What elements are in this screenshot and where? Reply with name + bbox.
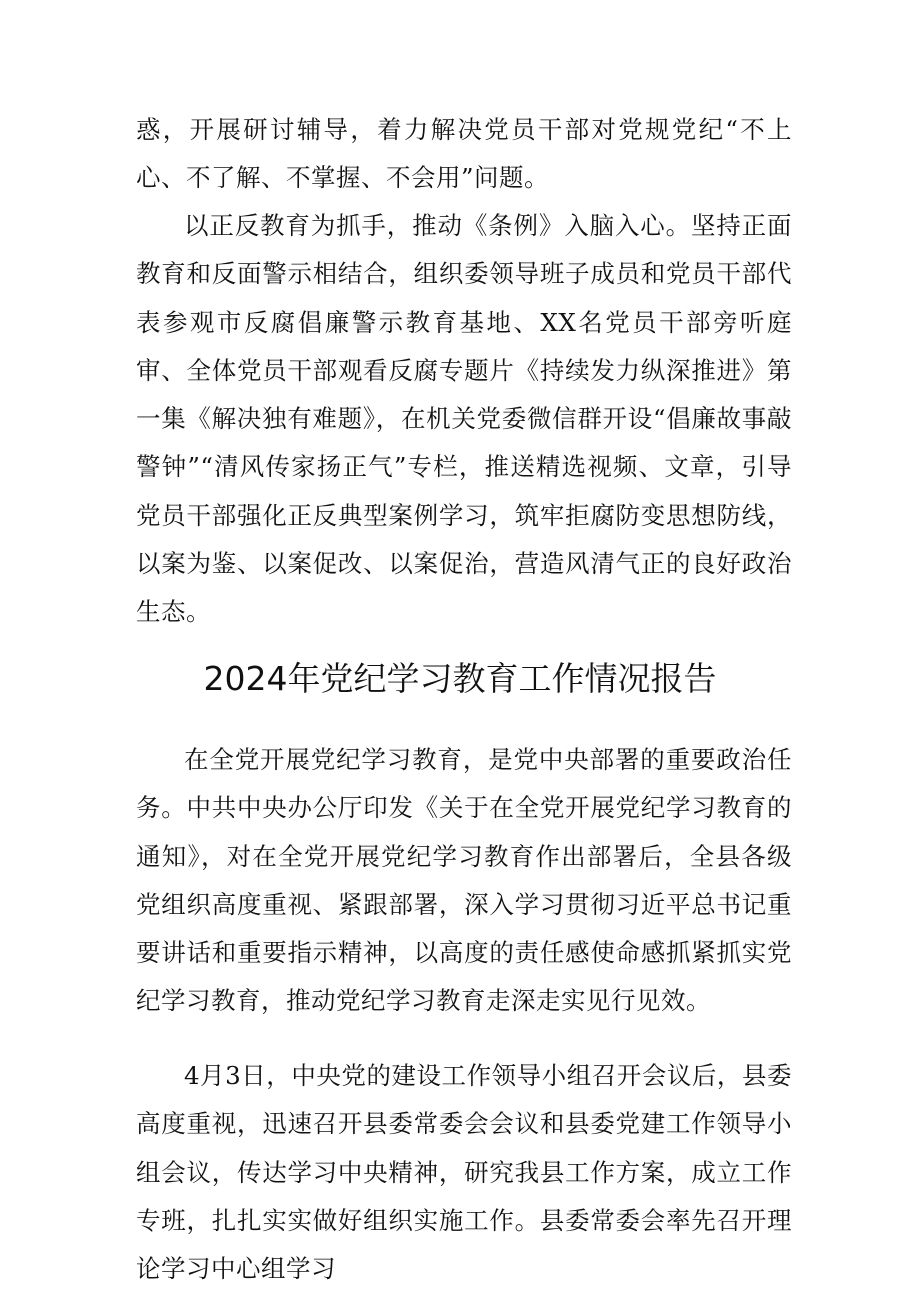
report-title: 2024年党纪学习教育工作情况报告	[203, 659, 717, 698]
paragraph-introduction: 在全党开展党纪学习教育，是党中央部署的重要政治任务。中共中央办公厅印发《关于在全党开展党纪学习教育的通知》，对在全党开展党纪学习教育作出部署后，全县各级党组织高度重视、紧跟部署，深入学习贯彻习近平总书记重要讲话和重要指示精神，以高度的责任感使命感抓紧抓实党纪学习教育，推动党纪学习教育走深走实见行见效。	[136, 745, 792, 1016]
paragraph-continuation: 惑，开展研讨辅导，着力解决党员干部对党规党纪“不上心、不了解、不掌握、不会用”问题。	[136, 115, 792, 193]
paragraph-april-meeting: 4月3日，中央党的建设工作领导小组召开会议后，县委高度重视，迅速召开县委常委会会议和县委党建工作领导小组会议，传达学习中央精神，研究我县工作方案，成立工作专班，扎扎实实做好组织实施工作。县委常委会率先召开理论学习中心组学习	[136, 1061, 792, 1284]
paragraph-positive-negative-education: 以正反教育为抓手，推动《条例》入脑入心。坚持正面教育和反面警示相结合，组织委领导班子成员和党员干部代表参观市反腐倡廉警示教育基地、XX名党员干部旁听庭审、全体党员干部观看反腐专题片《持续发力纵深推进》第一集《解决独有难题》，在机关党委微信群开设“倡廉故事敲警钟”“清风传家扬正气”专栏，推送精选视频、文章，引导党员干部强化正反典型案例学习，筑牢拒腐防变思想防线，以案为鉴、以案促改、以案促治，营造风清气正的良好政治生态。	[136, 211, 792, 627]
